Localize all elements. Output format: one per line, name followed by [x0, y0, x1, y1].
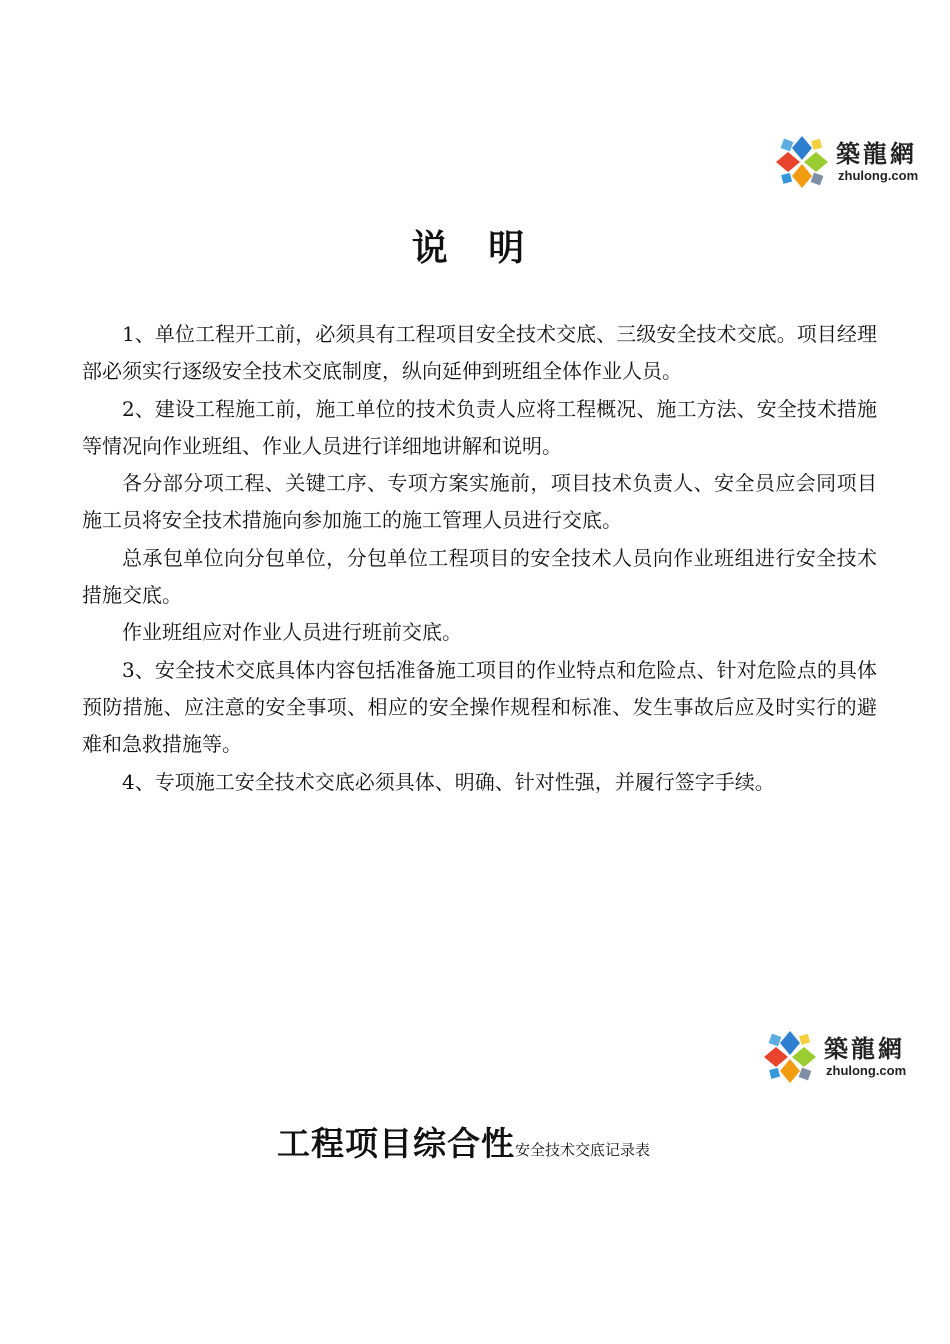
paragraph: 作业班组应对作业人员进行班前交底。: [122, 620, 462, 645]
paragraph: 4、专项施工安全技术交底必须具体、明确、针对性强，并履行签字手续。: [122, 769, 775, 794]
logo-bottom: [760, 1027, 906, 1087]
paragraph: 各分部分项工程、关键工序、专项方案实施前，项目技术负责人、安全员应会同项目施工员将安全技术措施向参加施工的施工管理人员进行交底。: [82, 471, 877, 533]
paragraph: 总承包单位向分包单位，分包单位工程项目的安全技术人员向作业班组进行安全技术措施交底。: [82, 545, 877, 608]
logo-top: [772, 132, 918, 192]
logo-name-en: zhulong.com: [838, 168, 919, 183]
instructions-body: [82, 316, 877, 801]
zhulong-logo-icon: [760, 1027, 820, 1087]
record-form-title-main: 工程项目综合性: [277, 1124, 515, 1163]
paragraph: 2、建设工程施工前，施工单位的技术负责人应将工程概况、施工方法、安全技术措施等情况向作业班组、作业人员进行详细地讲解和说明。: [82, 396, 877, 458]
record-form-title: [277, 1118, 650, 1165]
logo-name-en: zhulong.com: [826, 1063, 907, 1078]
zhulong-logo-icon: [772, 132, 832, 192]
paragraph: 1、单位工程开工前，必须具有工程项目安全技术交底、三级安全技术交底。项目经理部必须实行逐级安全技术交底制度，纵向延伸到班组全体作业人员。: [82, 322, 877, 384]
page-title: 说 明: [411, 227, 539, 269]
record-form-title-sub: 安全技术交底记录表: [515, 1141, 651, 1159]
paragraph: 3、安全技术交底具体内容包括准备施工项目的作业特点和危险点、针对危险点的具体预防措施、应注意的安全事项、相应的安全操作规程和标准、发生事故后应及时实行的避难和急救措施等。: [82, 657, 877, 757]
logo-name-cn: 築龍網: [836, 140, 917, 168]
logo-name-cn: 築龍網: [824, 1035, 905, 1063]
